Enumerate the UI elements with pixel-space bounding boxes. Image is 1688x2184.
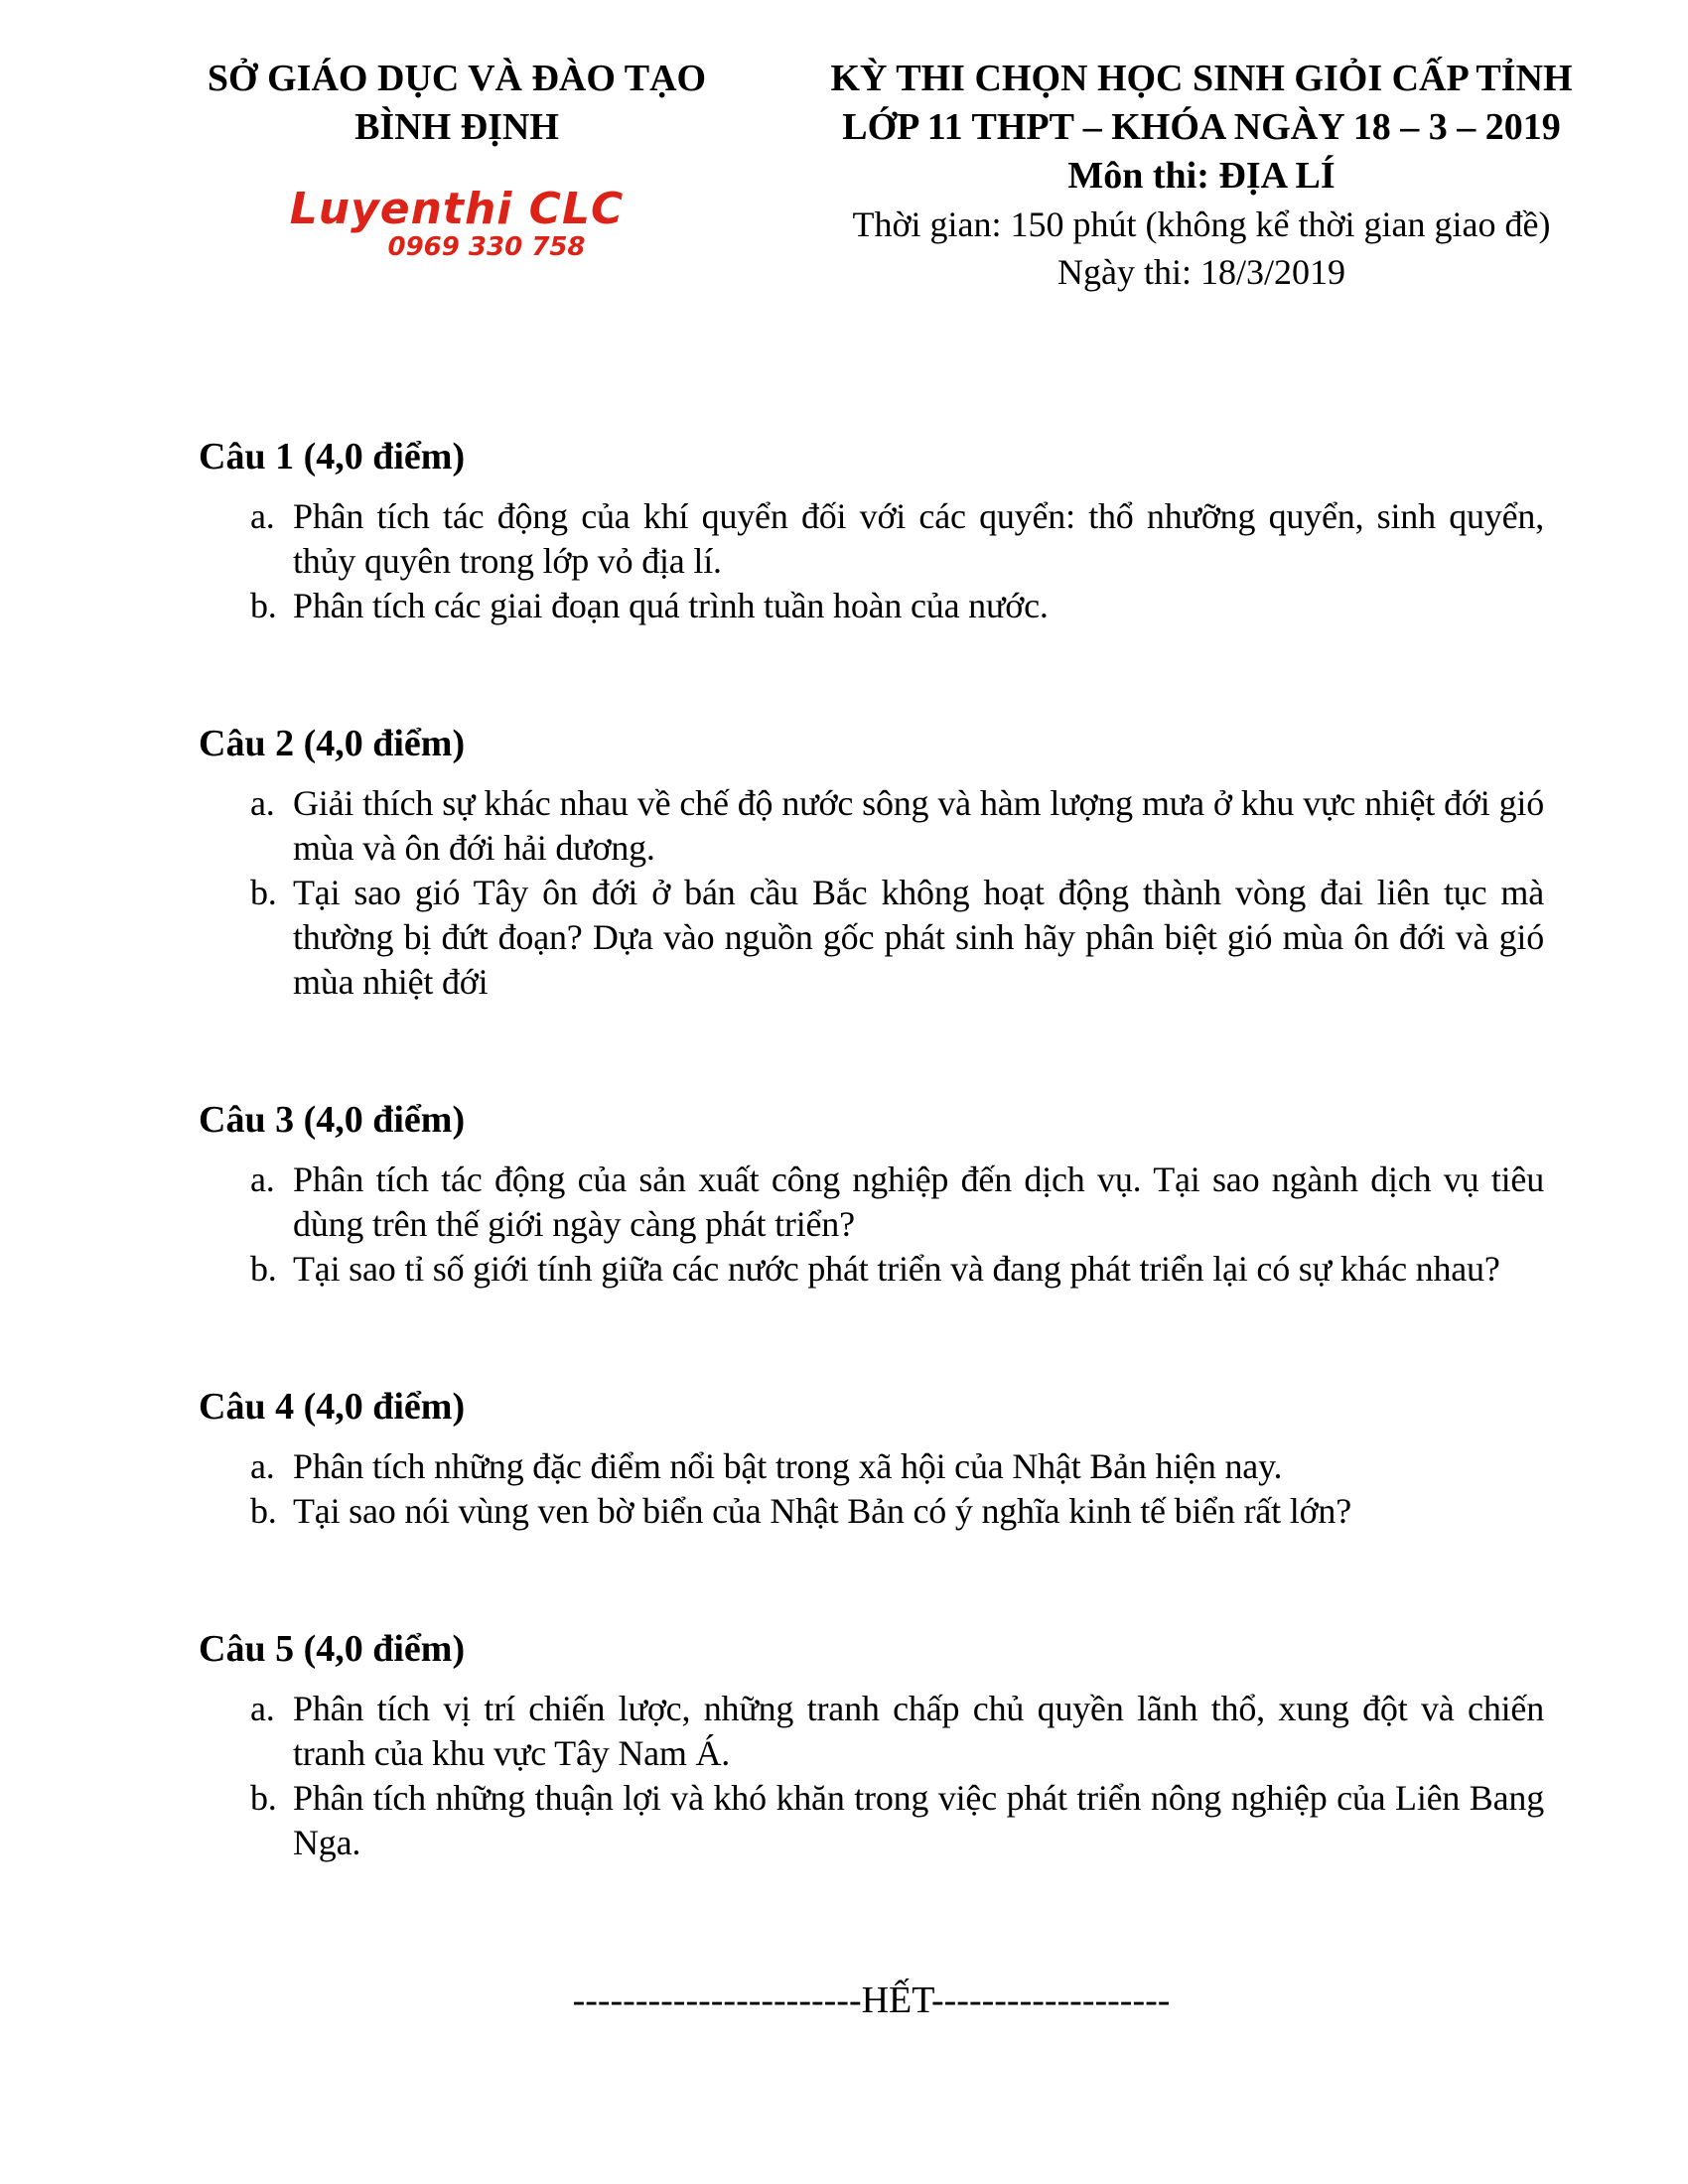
question-2 (199, 720, 1544, 1005)
logo-text: Luyenthi CLC (289, 184, 625, 234)
item-text: Phân tích những thuận lợi và khó khăn trong việc phát triển nông nghiệp của Liên Bang Nga. (293, 1778, 1544, 1862)
province-name: BÌNH ĐỊNH (354, 106, 559, 148)
question-item (199, 1158, 1544, 1247)
item-text: Giải thích sự khác nhau về chế độ nước sông và hàm lượng mưa ở khu vực nhiệt đới gió mùa và ôn đới hải dương. (293, 783, 1544, 868)
item-marker: b. (250, 586, 277, 625)
question-item (199, 1444, 1544, 1489)
item-marker: a. (250, 496, 275, 536)
question-title: Câu 1 (4,0 điểm) (199, 436, 466, 478)
exam-subject: Môn thi: ĐỊA LÍ (1067, 155, 1336, 197)
exam-date: Ngày thi: 18/3/2019 (1057, 252, 1345, 292)
question-title: Câu 4 (4,0 điểm) (199, 1386, 466, 1428)
question-3 (199, 1096, 1544, 1292)
exam-title-block (735, 55, 1668, 296)
question-item (199, 1489, 1544, 1534)
item-marker: b. (250, 1249, 277, 1289)
issuing-authority-block (179, 55, 735, 261)
department-name: SỞ GIÁO DỤC VÀ ĐÀO TẠO (207, 58, 707, 99)
item-text: Tại sao tỉ số giới tính giữa các nước phát triển và đang phát triển lại có sự khác nhau? (293, 1249, 1500, 1289)
item-marker: a. (250, 1689, 275, 1728)
item-marker: a. (250, 1160, 275, 1199)
exam-duration: Thời gian: 150 phút (không kể thời gian giao đề) (852, 205, 1551, 244)
question-item (199, 1247, 1544, 1292)
item-text: Phân tích những đặc điểm nổi bật trong xã hội của Nhật Bản hiện nay. (293, 1446, 1283, 1486)
question-item (199, 584, 1544, 628)
item-marker: b. (250, 1491, 277, 1531)
item-text: Tại sao nói vùng ven bờ biển của Nhật Bản có ý nghĩa kinh tế biển rất lớn? (293, 1491, 1351, 1531)
page-header (0, 55, 1688, 296)
exam-grade-session: LỚP 11 THPT – KHÓA NGÀY 18 – 3 – 2019 (842, 106, 1561, 148)
item-text: Phân tích tác động của sản xuất công nghiệp đến dịch vụ. Tại sao ngành dịch vụ tiêu dùng trên thế giới ngày càng phát triển? (293, 1160, 1544, 1244)
question-item (199, 781, 1544, 871)
item-text: Phân tích các giai đoạn quá trình tuần hoàn của nước. (293, 586, 1049, 625)
question-item (199, 1687, 1544, 1776)
question-5 (199, 1625, 1544, 1865)
question-item (199, 494, 1544, 584)
questions-section (199, 433, 1544, 2024)
logo-phone-number: 0969 330 758 (387, 232, 586, 262)
luyenthi-logo (179, 186, 735, 261)
question-4 (199, 1383, 1544, 1534)
question-1 (199, 433, 1544, 628)
question-item (199, 1776, 1544, 1865)
item-marker: b. (250, 873, 277, 912)
question-title: Câu 5 (4,0 điểm) (199, 1628, 466, 1670)
exam-title: KỲ THI CHỌN HỌC SINH GIỎI CẤP TỈNH (830, 58, 1573, 99)
item-text: Phân tích tác động của khí quyển đối với các quyển: thổ nhưỡng quyển, sinh quyển, thủy quyên trong lớp vỏ địa lí. (293, 496, 1544, 581)
item-marker: a. (250, 1446, 275, 1486)
end-of-exam-marker: -----------------------HẾT------------------- (572, 1979, 1171, 2021)
item-text: Tại sao gió Tây ôn đới ở bán cầu Bắc không hoạt động thành vòng đai liên tục mà thường bị đứt đoạn? Dựa vào nguồn gốc phát sinh hãy phân biệt gió mùa ôn đới và gió mùa nhiệt đới (293, 873, 1544, 1002)
question-item (199, 871, 1544, 1005)
question-title: Câu 3 (4,0 điểm) (199, 1099, 466, 1141)
item-marker: b. (250, 1778, 277, 1818)
item-text: Phân tích vị trí chiến lược, những tranh chấp chủ quyền lãnh thổ, xung đột và chiến tranh của khu vực Tây Nam Á. (293, 1689, 1544, 1773)
question-title: Câu 2 (4,0 điểm) (199, 723, 466, 764)
item-marker: a. (250, 783, 275, 823)
